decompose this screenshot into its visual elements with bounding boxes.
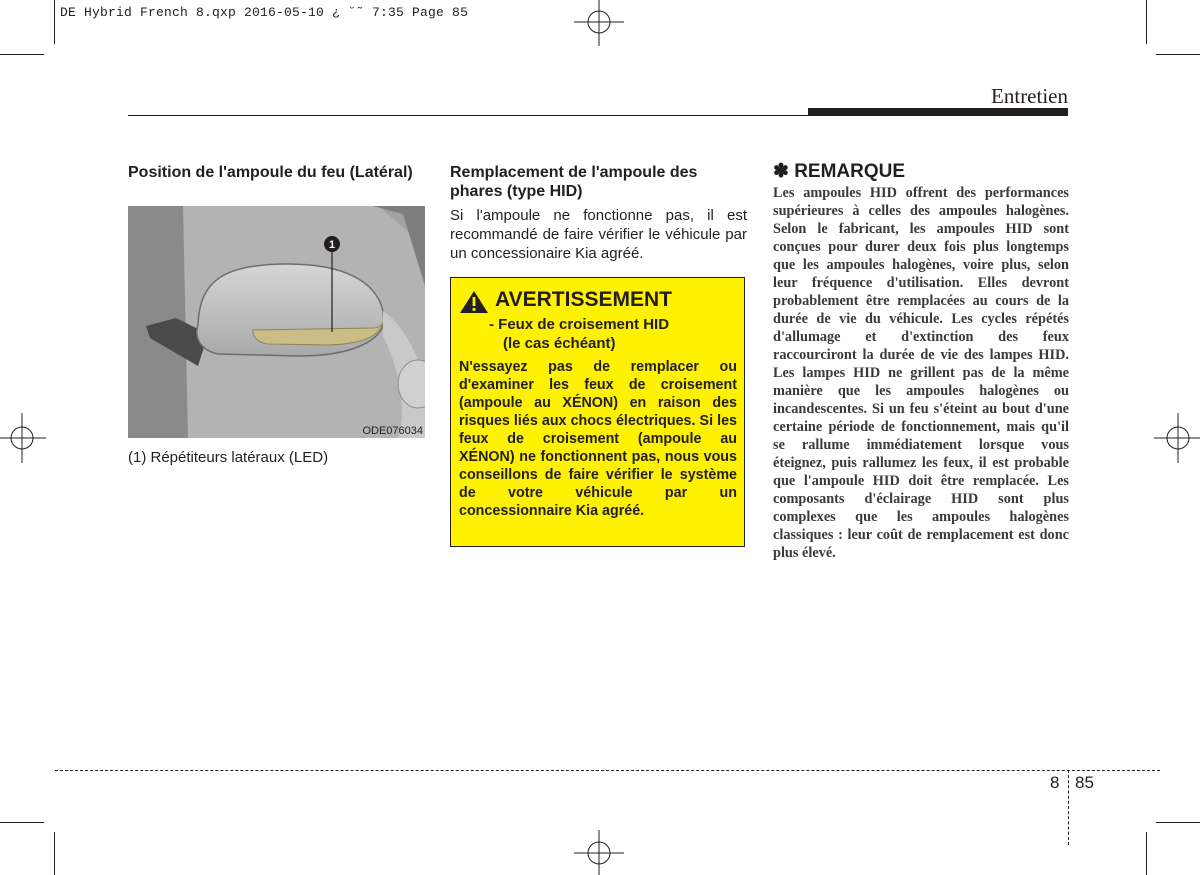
footer-page-divider: [1068, 770, 1069, 845]
note-title: ✽ REMARQUE: [773, 161, 906, 182]
crop-mark-br-h: [1156, 822, 1200, 823]
warning-triangle-icon: [459, 290, 489, 314]
crop-mark-tl-v: [54, 0, 55, 44]
hid-replacement-heading: Remplacement de l'ampoule des phares (type HID): [450, 164, 698, 200]
figure-caption: (1) Répétiteurs latéraux (LED): [128, 449, 329, 466]
crop-mark-tr-v: [1146, 0, 1147, 44]
crop-mark-bl-h: [0, 822, 44, 823]
crop-mark-tl-h: [0, 54, 44, 55]
chapter-number: 8: [1050, 773, 1060, 792]
footer-dashed-line: [55, 770, 1160, 771]
crop-mark-bl-v: [54, 832, 55, 875]
page-number: 85: [1075, 773, 1094, 792]
mirror-figure: [128, 206, 425, 438]
warning-subtitle-line2: (le cas échéant): [503, 335, 616, 352]
print-slug: DE Hybrid French 8.qxp 2016-05-10 ¿ ˘˜ 7:35 Page 85: [60, 5, 469, 20]
warning-box: [450, 277, 745, 547]
registration-mark-left: [0, 413, 46, 463]
crop-mark-br-v: [1146, 832, 1147, 875]
mirror-illustration: [128, 206, 425, 438]
registration-mark-right: [1154, 413, 1200, 463]
warning-title: AVERTISSEMENT: [495, 288, 672, 311]
callout-number: 1: [328, 239, 336, 251]
crop-mark-tr-h: [1156, 54, 1200, 55]
figure-code: ODE076034: [362, 425, 423, 437]
warning-subtitle-line1: - Feux de croisement HID: [489, 316, 670, 333]
note-body: Les ampoules HID offrent des performances supérieures à celles des ampoules halogènes. Selon le fabricant, les ampoules HID sont conçues pour durer deux fois plus longtemps que les ampoules halogènes, voire plus, selon leur fréquence d'utilisation. Elles devront probablement être remplacées au cours de la durée de vie du véhicule. Les cycles répétés d'allumage et d'extinction des feux raccourciront la durée de vie des lampes HID. Les lampes HID ne grillent pas de la même manière que les ampoules halogènes ou incandescentes. Si un feu s'éteint au bout d'une certaine période de fonctionnement, mais qu'il se rallume immédiatement lorsque vous éteignez, puis rallumez les feux, il est probable que l'ampoule HID doit être remplacée. Les composants d'éclairage HID sont plus complexes que les ampoules halogènes classiques : leur coût de remplacement est donc plus élevé.: [773, 185, 1069, 561]
registration-mark-bottom: [574, 830, 624, 875]
hid-replacement-body: Si l'ampoule ne fonctionne pas, il est recommandé de faire vérifier le véhicule par un concessionaire Kia agréé.: [450, 207, 747, 262]
registration-mark-top: [574, 0, 624, 46]
section-title: Entretien: [991, 84, 1068, 108]
lamp-position-heading: Position de l'ampoule du feu (Latéral): [128, 164, 413, 181]
header-rule-line: [128, 115, 1068, 116]
warning-body: N'essayez pas de remplacer ou d'examiner les feux de croisement (ampoule au XÉNON) en raison des risques liés aux chocs électriques. Si les feux de croisement (ampoule au XÉNON) ne fonctionnent pas, nous vous conseillons de faire vérifier le système de votre véhicule par un concessionnaire Kia agréé.: [459, 359, 737, 519]
warning-subtitle: [489, 315, 669, 353]
